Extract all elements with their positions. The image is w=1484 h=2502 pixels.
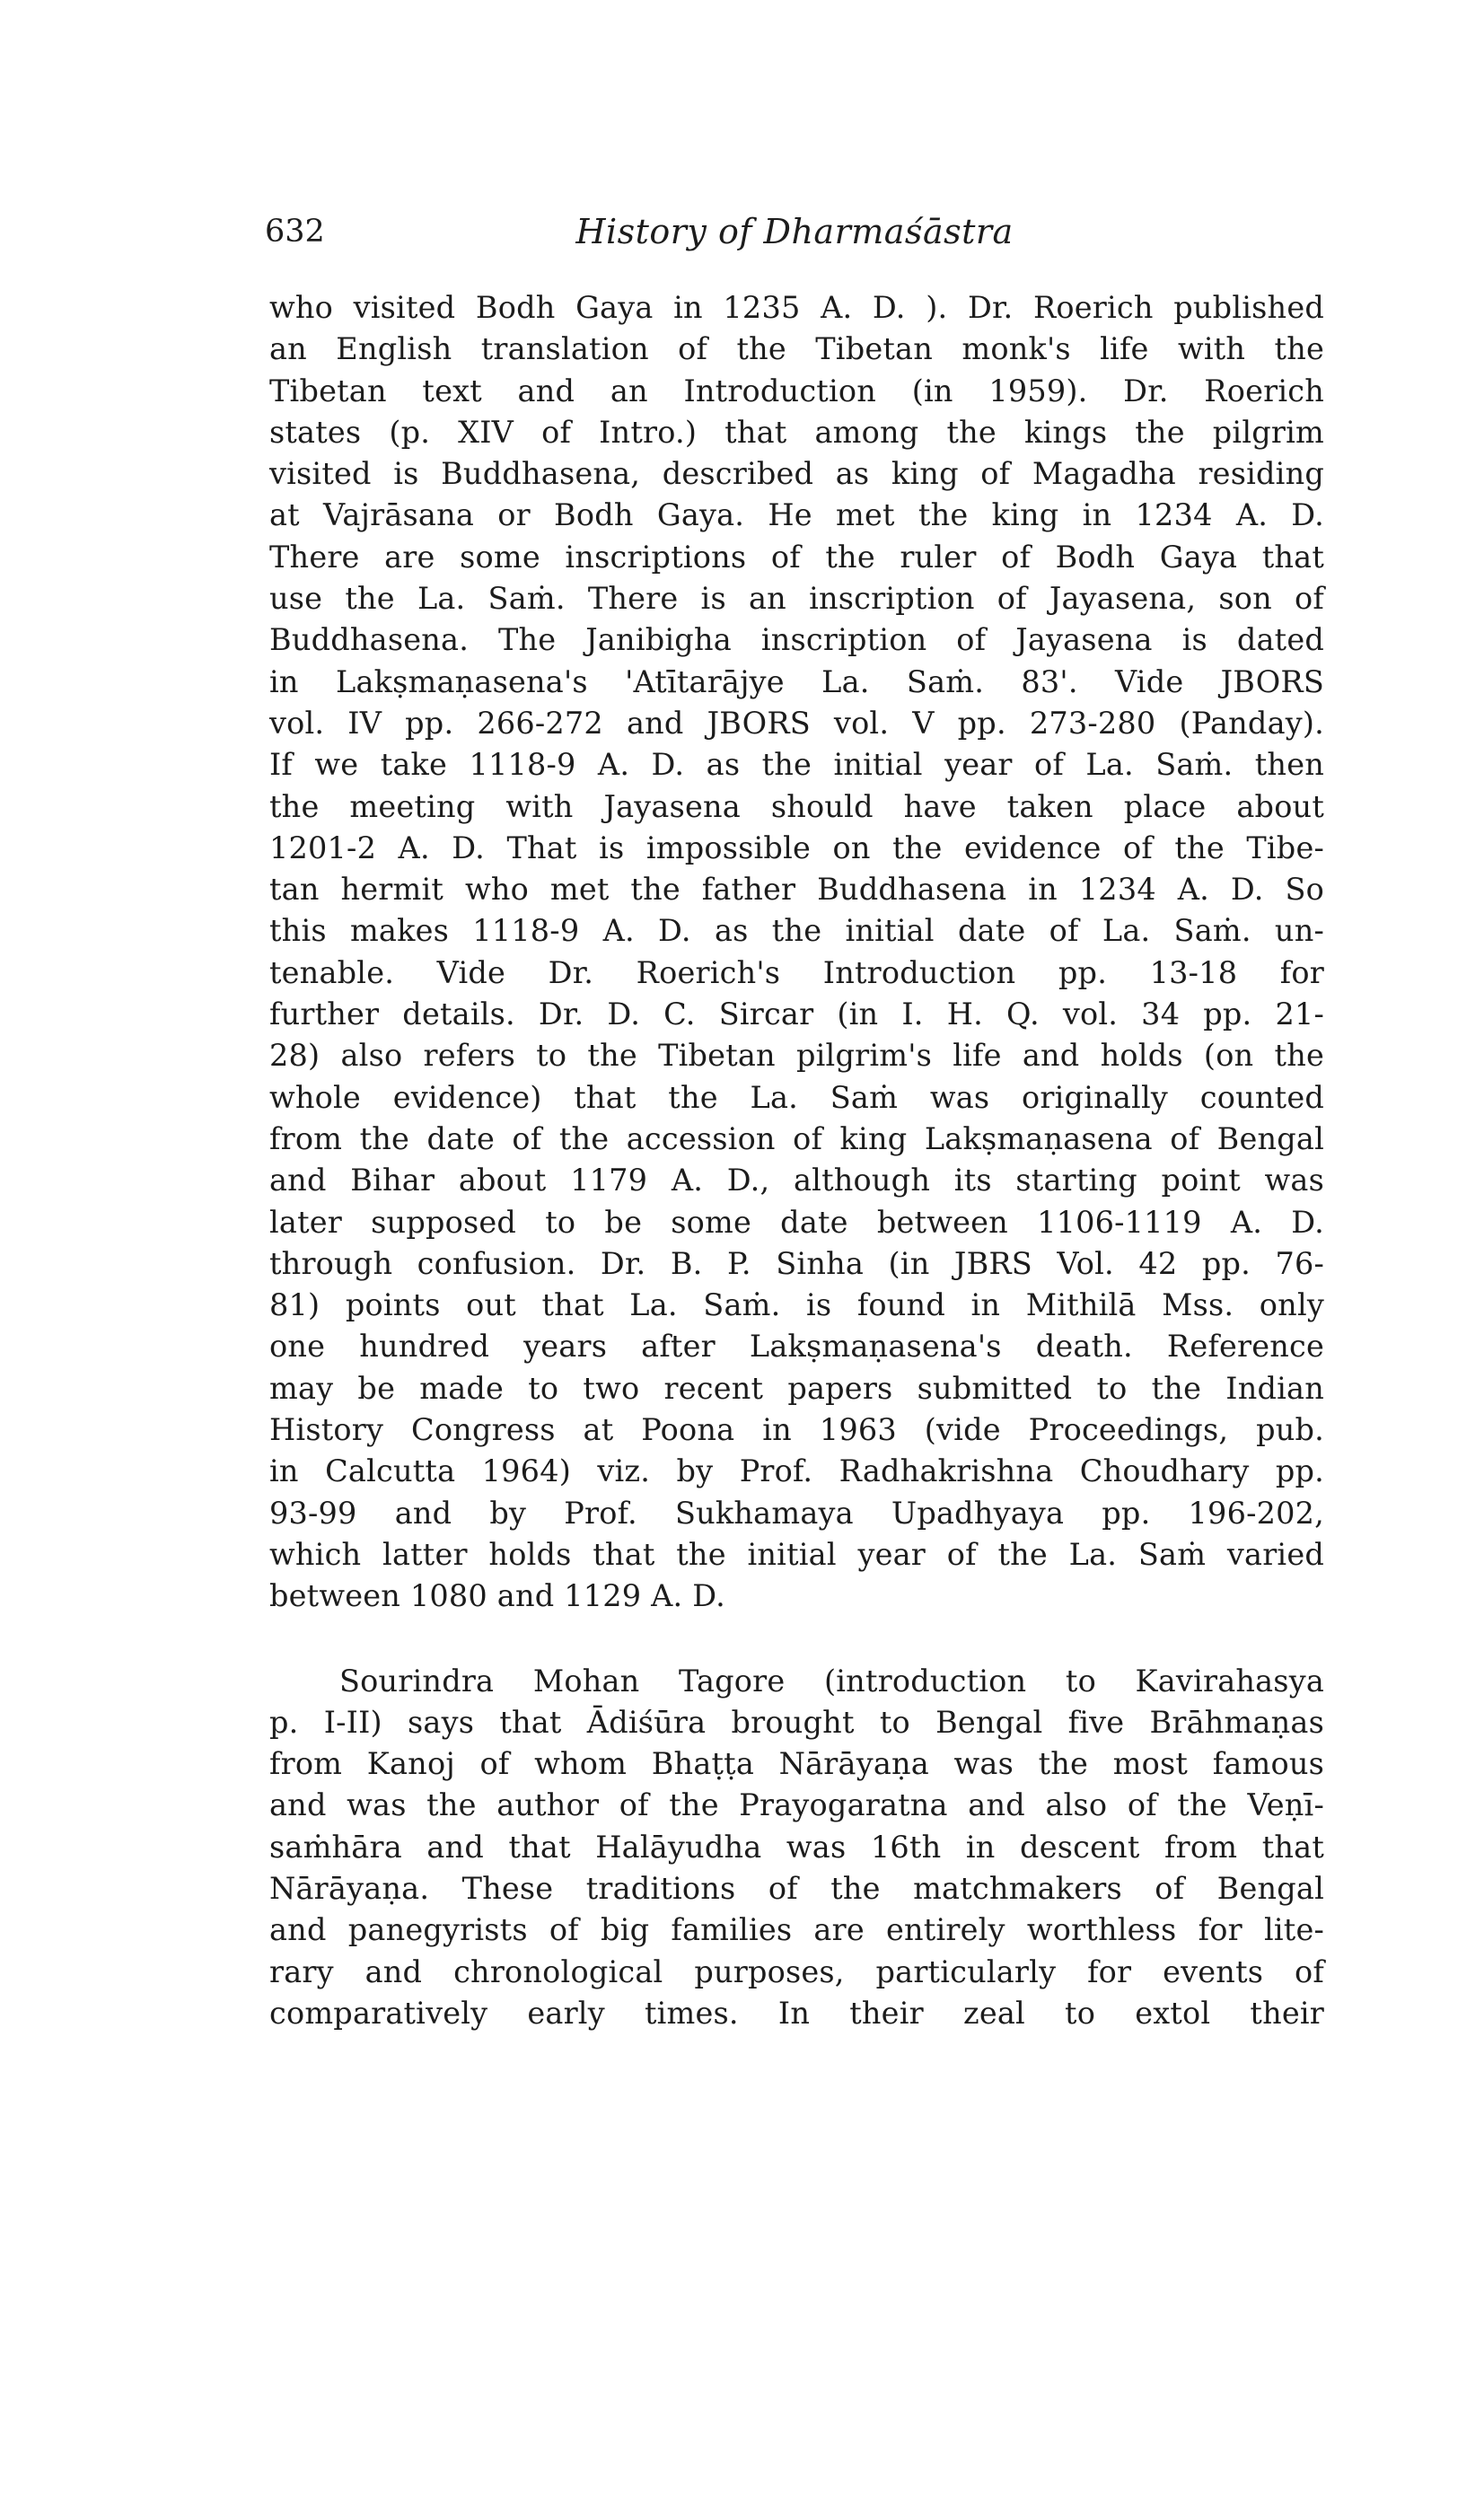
text-line: Nārāyaṇa. These traditions of the matchmakers of Bengal (269, 1870, 1324, 1906)
text-line: who visited Bodh Gaya in 1235 A. D. ). Dr. Roerich published (269, 290, 1324, 325)
text-line: at Vajrāsana or Bodh Gaya. He met the king in 1234 A. D. (269, 497, 1324, 533)
text-line: 1201-2 A. D. That is impossible on the evidence of the Tibe- (269, 830, 1324, 865)
text-line: and was the author of the Prayogaratna and also of the Veṇī- (269, 1787, 1324, 1823)
text-line: comparatively early times. In their zeal to extol their (269, 1995, 1324, 2031)
text-line: states (p. XIV of Intro.) that among the kings the pilgrim (269, 414, 1324, 450)
text-line: tenable. Vide Dr. Roerich's Introduction pp. 13-18 for (269, 954, 1324, 990)
text-line: 93-99 and by Prof. Sukhamaya Upadhyaya pp. 196-202, (269, 1495, 1324, 1531)
text-line: one hundred years after Lakṣmaṇasena's death. Reference (269, 1329, 1324, 1365)
text-line: and panegyrists of big families are entirely worthless for lite- (269, 1912, 1324, 1948)
text-line: Sourindra Mohan Tagore (introduction to Kavirahasya (339, 1663, 1324, 1699)
text-line: from Kanoj of whom Bhaṭṭa Nārāyaṇa was the most famous (269, 1746, 1324, 1782)
text-line: through confusion. Dr. B. P. Sinha (in JBRS Vol. 42 pp. 76- (269, 1245, 1324, 1281)
text-line: this makes 1118-9 A. D. as the initial date of La. Saṁ. un- (269, 913, 1324, 949)
text-line: If we take 1118-9 A. D. as the initial year of La. Saṁ. then (269, 747, 1324, 783)
text-line: tan hermit who met the father Buddhasena in 1234 A. D. So (269, 872, 1324, 908)
text-line: whole evidence) that the La. Saṁ was originally counted (269, 1079, 1324, 1115)
text-line: p. I-II) says that Ādiśūra brought to Bengal five Brāhmaṇas (269, 1704, 1324, 1740)
text-line: vol. IV pp. 266-272 and JBORS vol. V pp. 273-280 (Panday). (269, 705, 1324, 741)
page-number: 632 (265, 214, 325, 250)
text-line: 81) points out that La. Saṁ. is found in Mithilā Mss. only (269, 1287, 1324, 1323)
text-line: rary and chronological purposes, particularly for events of (269, 1953, 1324, 1989)
text-line: in Lakṣmaṇasena's 'Atītarājye La. Saṁ. 83'. Vide JBORS (269, 663, 1324, 699)
text-line: may be made to two recent papers submitted to the Indian (269, 1370, 1324, 1406)
text-line: and Bihar about 1179 A. D., although its starting point was (269, 1163, 1324, 1198)
text-line: further details. Dr. D. C. Sircar (in I. H. Q. vol. 34 pp. 21- (269, 996, 1324, 1032)
paragraph-spacer (269, 1618, 1324, 1661)
text-line: saṁhāra and that Halāyudha was 16th in descent from that (269, 1829, 1324, 1865)
text-line: There are some inscriptions of the ruler of Bodh Gaya that (269, 539, 1324, 575)
text-line: between 1080 and 1129 A. D. (269, 1578, 725, 1614)
paragraph-1 (269, 287, 1324, 1618)
text-line: use the La. Saṁ. There is an inscription of Jayasena, son of (269, 581, 1324, 617)
text-line: Tibetan text and an Introduction (in 1959). Dr. Roerich (269, 373, 1324, 408)
text-line: later supposed to be some date between 1106-1119 A. D. (269, 1204, 1324, 1240)
text-line: from the date of the accession of king Lakṣmaṇasena of Bengal (269, 1120, 1324, 1156)
page-header (265, 203, 1324, 260)
text-line: History Congress at Poona in 1963 (vide Proceedings, pub. (269, 1412, 1324, 1448)
paragraph-2 (269, 1661, 1324, 2035)
running-title: History of Dharmaśāstra (575, 212, 1014, 251)
body-text (269, 287, 1324, 2034)
text-line: the meeting with Jayasena should have taken place about (269, 788, 1324, 824)
text-line: which latter holds that the initial year of the La. Saṁ varied (269, 1536, 1324, 1572)
text-line: visited is Buddhasena, described as king of Magadha residing (269, 456, 1324, 492)
text-line: in Calcutta 1964) viz. by Prof. Radhakrishna Choudhary pp. (269, 1453, 1324, 1489)
text-line: 28) also refers to the Tibetan pilgrim's life and holds (on the (269, 1038, 1324, 1074)
text-line: Buddhasena. The Janibigha inscription of Jayasena is dated (269, 622, 1324, 658)
text-line: an English translation of the Tibetan monk's life with the (269, 331, 1324, 367)
